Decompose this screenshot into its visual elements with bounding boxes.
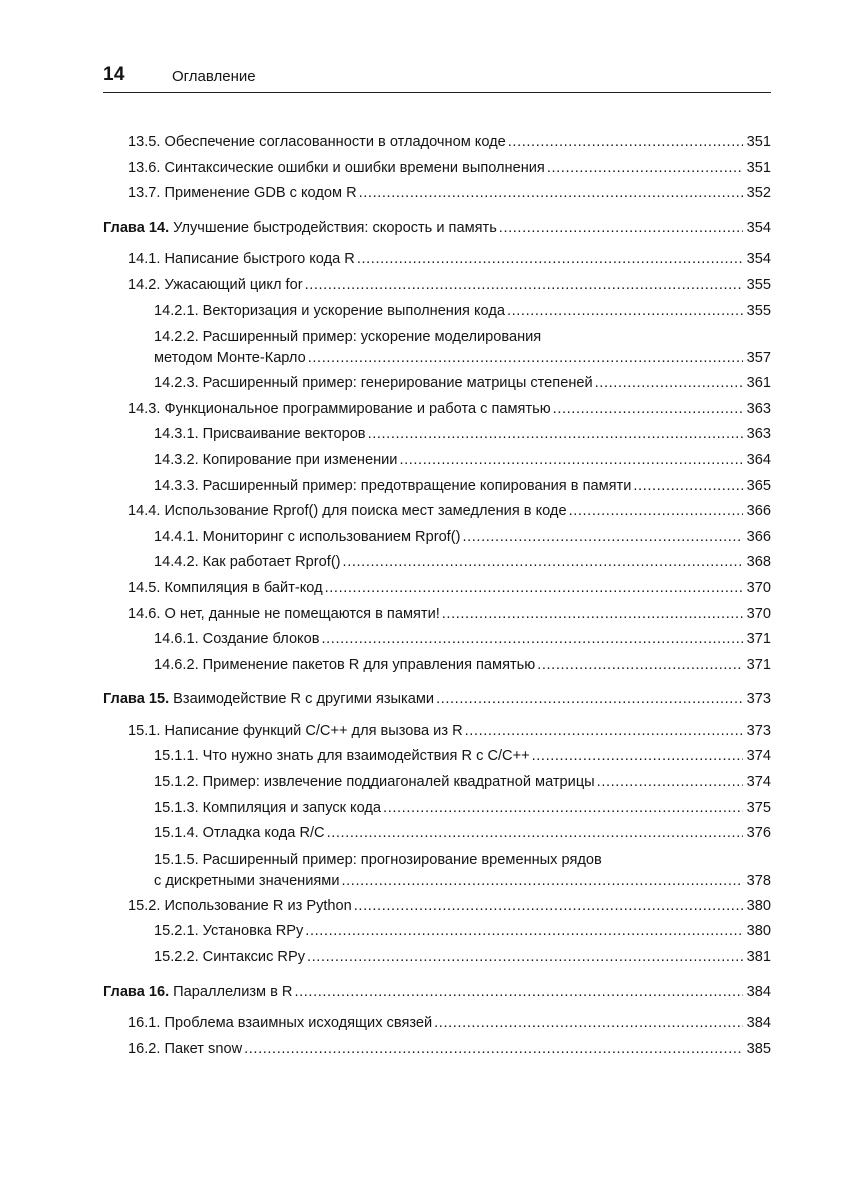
toc-entry-14-4[interactable] bbox=[103, 499, 771, 525]
toc-entry-14-3-1[interactable] bbox=[103, 422, 771, 448]
dot-leader bbox=[597, 770, 743, 796]
entry-page: 354 bbox=[746, 251, 771, 268]
toc-entry-16-1[interactable] bbox=[103, 1011, 771, 1037]
dot-leader bbox=[343, 550, 743, 576]
dot-leader bbox=[305, 919, 743, 945]
toc-entry-14-3-2[interactable] bbox=[103, 448, 771, 474]
chapter-title: Улучшение быстродействия: скорость и память bbox=[173, 219, 497, 236]
entry-title: 13.7. Применение GDB с кодом R bbox=[128, 185, 357, 202]
entry-page: 370 bbox=[746, 605, 771, 622]
entry-title: 15.1.4. Отладка кода R/C bbox=[154, 825, 325, 842]
toc-entry-15-1-3[interactable] bbox=[103, 796, 771, 822]
dot-leader bbox=[569, 499, 743, 525]
entry-page: 357 bbox=[746, 350, 771, 367]
entry-title: 14.1. Написание быстрого кода R bbox=[128, 251, 355, 268]
dot-leader bbox=[342, 871, 744, 892]
toc-entry-15-2-2[interactable] bbox=[103, 945, 771, 971]
chapter-label: Глава 14. bbox=[103, 219, 170, 236]
entry-title: 14.6.1. Создание блоков bbox=[154, 631, 320, 648]
dot-leader bbox=[436, 687, 743, 713]
toc-entry-15-2-1[interactable] bbox=[103, 919, 771, 945]
entry-page: 373 bbox=[746, 722, 771, 739]
entry-title: 14.4.2. Как работает Rprof() bbox=[154, 554, 341, 571]
entry-title: 14.3.1. Присваивание векторов bbox=[154, 426, 366, 443]
entry-title: 16.2. Пакет snow bbox=[128, 1040, 243, 1057]
entry-page: 361 bbox=[746, 375, 771, 392]
entry-title: 15.1.1. Что нужно знать для взаимодействия R с C/C++ bbox=[154, 748, 530, 765]
toc-chapter-15[interactable] bbox=[103, 687, 771, 713]
chapter-title: Параллелизм в R bbox=[173, 983, 293, 1000]
entry-page: 381 bbox=[746, 949, 771, 966]
entry-page: 355 bbox=[746, 302, 771, 319]
dot-leader bbox=[307, 945, 743, 971]
running-title: Оглавление bbox=[172, 68, 256, 85]
toc-entry-14-2-1[interactable] bbox=[103, 299, 771, 325]
toc-entry-14-4-1[interactable] bbox=[103, 525, 771, 551]
toc-entry-14-2-2[interactable] bbox=[103, 324, 771, 369]
entry-title: 14.4.1. Мониторинг с использованием Rprof() bbox=[154, 528, 461, 545]
entry-page: 364 bbox=[746, 451, 771, 468]
chapter-label: Глава 15. bbox=[103, 691, 170, 708]
dot-leader bbox=[442, 602, 743, 628]
toc-entry-14-3[interactable] bbox=[103, 397, 771, 423]
dot-leader bbox=[434, 1011, 743, 1037]
toc-entry-16-2[interactable] bbox=[103, 1037, 771, 1063]
entry-title: 13.6. Синтаксические ошибки и ошибки времени выполнения bbox=[128, 159, 545, 176]
toc-entry-14-1[interactable] bbox=[103, 247, 771, 273]
entry-title: 14.2.3. Расширенный пример: генерирование матрицы степеней bbox=[154, 375, 593, 392]
entry-title-line2: с дискретными значениями bbox=[154, 872, 340, 889]
dot-leader bbox=[507, 299, 743, 325]
dot-leader bbox=[499, 216, 743, 242]
entry-page: 355 bbox=[746, 276, 771, 293]
dot-leader bbox=[547, 156, 743, 182]
entry-title: 14.3.3. Расширенный пример: предотвращение копирования в памяти bbox=[154, 477, 632, 494]
toc-entry-14-6[interactable] bbox=[103, 602, 771, 628]
entry-title: 14.4. Использование Rprof() для поиска мест замедления в коде bbox=[128, 503, 567, 520]
toc-entry-13-6[interactable] bbox=[103, 156, 771, 182]
dot-leader bbox=[354, 894, 743, 920]
entry-page: 374 bbox=[746, 748, 771, 765]
dot-leader bbox=[462, 525, 743, 551]
entry-page: 373 bbox=[746, 691, 771, 708]
toc-entry-14-6-2[interactable] bbox=[103, 653, 771, 679]
dot-leader bbox=[357, 247, 743, 273]
entry-title: 16.1. Проблема взаимных исходящих связей bbox=[128, 1015, 433, 1032]
entry-page: 375 bbox=[746, 799, 771, 816]
toc-entry-14-6-1[interactable] bbox=[103, 627, 771, 653]
entry-page: 385 bbox=[746, 1040, 771, 1057]
dot-leader bbox=[327, 821, 743, 847]
dot-leader bbox=[465, 719, 743, 745]
dot-leader bbox=[308, 348, 743, 369]
entry-title: 15.2.1. Установка RPy bbox=[154, 923, 304, 940]
dot-leader bbox=[294, 980, 743, 1006]
entry-title: 14.5. Компиляция в байт-код bbox=[128, 579, 323, 596]
entry-title: 15.1.3. Компиляция и запуск кода bbox=[154, 799, 382, 816]
entry-page: 380 bbox=[746, 923, 771, 940]
entry-page: 366 bbox=[746, 528, 771, 545]
entry-title: 15.2.2. Синтаксис RPy bbox=[154, 949, 305, 966]
dot-leader bbox=[359, 181, 743, 207]
entry-title-line1: 15.1.5. Расширенный пример: прогнозирование временных рядов bbox=[154, 851, 602, 868]
dot-leader bbox=[595, 371, 743, 397]
dot-leader bbox=[305, 273, 743, 299]
toc-entry-15-2[interactable] bbox=[103, 894, 771, 920]
toc-entry-14-2[interactable] bbox=[103, 273, 771, 299]
dot-leader bbox=[537, 653, 743, 679]
entry-page: 351 bbox=[746, 159, 771, 176]
entry-title: 14.2.1. Векторизация и ускорение выполнения кода bbox=[154, 302, 505, 319]
entry-page: 352 bbox=[746, 185, 771, 202]
entry-title: 13.5. Обеспечение согласованности в отладочном коде bbox=[128, 134, 506, 150]
toc-chapter-16[interactable] bbox=[103, 980, 771, 1006]
entry-title: 14.2. Ужасающий цикл for bbox=[128, 276, 303, 293]
dot-leader bbox=[244, 1037, 743, 1063]
table-of-contents bbox=[103, 130, 771, 1062]
entry-page: 378 bbox=[746, 872, 771, 889]
dot-leader bbox=[383, 796, 743, 822]
toc-entry-14-2-3[interactable] bbox=[103, 371, 771, 397]
entry-title-line1: 14.2.2. Расширенный пример: ускорение моделирования bbox=[154, 329, 542, 346]
entry-page: 371 bbox=[746, 631, 771, 648]
entry-title: 14.3.2. Копирование при изменении bbox=[154, 451, 398, 468]
toc-entry-15-1-2[interactable] bbox=[103, 770, 771, 796]
entry-page: 371 bbox=[746, 656, 771, 673]
toc-entry-14-3-3[interactable] bbox=[103, 474, 771, 500]
entry-page: 363 bbox=[746, 426, 771, 443]
entry-page: 374 bbox=[746, 774, 771, 791]
toc-entry-13-7[interactable] bbox=[103, 181, 771, 207]
entry-title: 14.3. Функциональное программирование и работа с памятью bbox=[128, 400, 551, 417]
dot-leader bbox=[553, 397, 743, 423]
entry-title: 14.6. О нет, данные не помещаются в памяти! bbox=[128, 605, 440, 622]
chapter-title: Взаимодействие R с другими языками bbox=[173, 691, 435, 708]
dot-leader bbox=[399, 448, 743, 474]
toc-entry-15-1-5[interactable] bbox=[103, 847, 771, 892]
entry-page: 351 bbox=[746, 134, 771, 150]
dot-leader bbox=[325, 576, 743, 602]
entry-page: 366 bbox=[746, 503, 771, 520]
toc-entry-15-1[interactable] bbox=[103, 719, 771, 745]
entry-title: 14.6.2. Применение пакетов R для управления памятью bbox=[154, 656, 536, 673]
entry-title: 15.2. Использование R из Python bbox=[128, 897, 352, 914]
entry-page: 354 bbox=[746, 219, 771, 236]
toc-entry-14-4-2[interactable] bbox=[103, 550, 771, 576]
dot-leader bbox=[508, 130, 743, 156]
entry-page: 380 bbox=[746, 897, 771, 914]
chapter-label: Глава 16. bbox=[103, 983, 170, 1000]
entry-page: 365 bbox=[746, 477, 771, 494]
toc-chapter-14[interactable] bbox=[103, 216, 771, 242]
page-number: 14 bbox=[103, 64, 125, 85]
dot-leader bbox=[532, 744, 743, 770]
entry-page: 376 bbox=[746, 825, 771, 842]
toc-entry-13-5[interactable] bbox=[103, 130, 771, 156]
toc-entry-14-5[interactable] bbox=[103, 576, 771, 602]
entry-title: 15.1. Написание функций C/C++ для вызова из R bbox=[128, 722, 463, 739]
page-header bbox=[103, 62, 771, 93]
dot-leader bbox=[633, 474, 743, 500]
dot-leader bbox=[368, 422, 743, 448]
entry-page: 368 bbox=[746, 554, 771, 571]
entry-page: 384 bbox=[746, 983, 771, 1000]
entry-title: 15.1.2. Пример: извлечение поддиагоналей квадратной матрицы bbox=[154, 774, 595, 791]
entry-page: 363 bbox=[746, 400, 771, 417]
entry-page: 384 bbox=[746, 1015, 771, 1032]
toc-entry-15-1-4[interactable] bbox=[103, 821, 771, 847]
dot-leader bbox=[321, 627, 743, 653]
toc-entry-15-1-1[interactable] bbox=[103, 744, 771, 770]
entry-title-line2: методом Монте-Карло bbox=[154, 350, 306, 367]
entry-page: 370 bbox=[746, 579, 771, 596]
